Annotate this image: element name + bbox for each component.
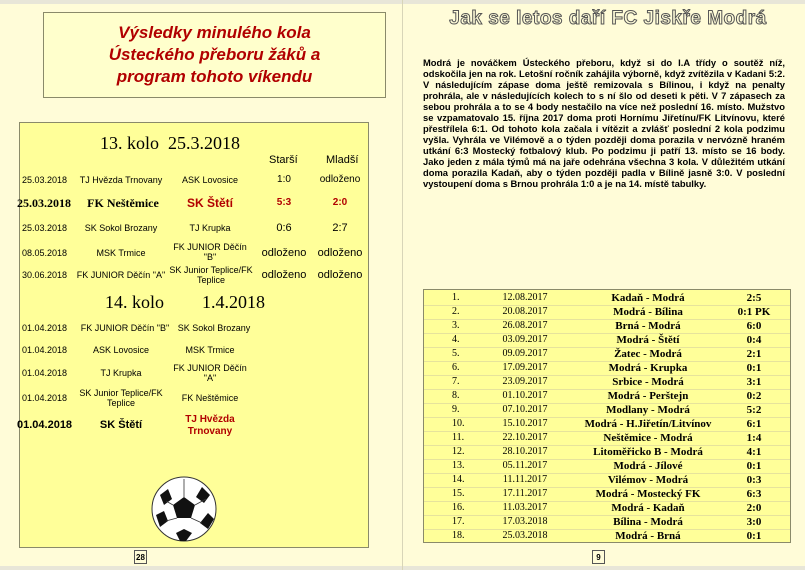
r13-row4-date: 30.06.2018: [22, 270, 68, 280]
result-match: Kadaň - Modrá: [611, 292, 685, 304]
article-text: Modrá je nováčkem Ústeckého přeboru, když si do I.A třídy o soutěž níž, odskočila jen na rok. Letošní ročník zahájila výborně, když zvítězila v Kadani 5:2. V následujícím zápase doma ještě remizovala s Bílinou, i když na penalty prohrála, ale v následujících kolech to s ní šlo od deseti k pěti. V 7 zápasech za sebou prohrála a to se 4 body nestačilo na více než poslední 16. místo. Mužstvo se vzpamatovalo 15. října 2017 doma proti Hornímu Jiřetínu/FK Litvínovu, které přestřílela 6:1. Od tohoto kola začala i vítězit a zvlášť poslední 2 kola podzimu vyšla. Vyhrála ve Vilémově a o týden později doma porazila v nervózně hraném utkání 6:3 Mostecký fotbalový klub. Po podzimu ji patří 13. místo se 16 body. Jako jeden z mála týmů má na jaře odehrána všechna 3 kola. V důležitém utkání doma porazila Kadaň, aby o týden později padla v Bílině jasně 3:0. V poslední vystoupení doma s Brnou prohrála 1:0 a je na 14. místě tabulky.: [423, 57, 785, 189]
result-no: 5.: [452, 348, 460, 359]
result-match: Modrá - Mostecký FK: [595, 488, 701, 500]
r13-row1-home: FK Neštěmice: [87, 196, 159, 210]
col-head-mladsi: Mladší: [326, 154, 359, 166]
r13-row2-home: SK Sokol Brozany: [84, 223, 158, 233]
r14-row1-home: ASK Lovosice: [92, 345, 150, 355]
r13-row2-mladsi: 2:7: [332, 222, 348, 234]
r13-row3-starsi: odloženo: [261, 247, 307, 259]
result-no: 2.: [452, 306, 460, 317]
result-no: 11.: [452, 432, 465, 443]
result-no: 18.: [452, 530, 465, 541]
result-match: Modrá - Perštejn: [607, 390, 689, 402]
result-date: 03.09.2017: [502, 334, 548, 345]
result-date: 12.08.2017: [502, 292, 548, 303]
result-date: 11.03.2017: [502, 502, 548, 513]
result-score: 0:4: [746, 334, 762, 346]
soccer-ball-icon: [150, 475, 218, 543]
result-match: Vilémov - Modrá: [607, 474, 689, 486]
result-no: 4.: [452, 334, 460, 345]
result-no: 8.: [452, 390, 460, 401]
result-match: Brná - Modrá: [615, 320, 681, 332]
result-date: 26.08.2017: [502, 320, 548, 331]
result-no: 16.: [452, 502, 465, 513]
r13-row1-date: 25.03.2018: [17, 196, 71, 210]
r14-row0-home: FK JUNIOR Děčín "B": [80, 323, 170, 333]
result-date: 05.11.2017: [502, 460, 548, 471]
results-row: [424, 445, 790, 459]
r14-row4-date: 01.04.2018: [17, 419, 73, 431]
r14-row1-date: 01.04.2018: [22, 345, 68, 355]
result-score: 0:1: [746, 362, 762, 374]
result-no: 12.: [452, 446, 465, 457]
result-match: Modrá - Krupka: [608, 362, 688, 374]
result-date: 17.03.2018: [502, 516, 548, 527]
result-score: 2:1: [746, 348, 762, 360]
results-row: [424, 291, 790, 305]
result-score: 6:3: [746, 488, 762, 500]
right-title: Jak se letos daří FC Jiskře Modrá: [449, 8, 767, 29]
result-score: 3:0: [746, 516, 762, 528]
r13-row0-starsi: 1:0: [277, 174, 291, 185]
result-date: 25.03.2018: [502, 530, 548, 541]
r14-row1-away: MSK Trmice: [185, 345, 235, 355]
r13-row3-away: FK JUNIOR Děčín "B": [173, 242, 247, 262]
result-score: 0:1: [746, 460, 762, 472]
results-row: [424, 473, 790, 487]
results-row: [424, 361, 790, 375]
result-no: 13.: [452, 460, 465, 471]
r14-row3-away: FK Neštěmice: [181, 393, 239, 403]
r14-row2-home: TJ Krupka: [100, 368, 142, 378]
r13-row2-date: 25.03.2018: [22, 223, 68, 233]
results-row: [424, 501, 790, 515]
result-match: Srbice - Modrá: [612, 376, 684, 388]
result-no: 17.: [452, 516, 465, 527]
round14-heading-date: 1.4.2018: [202, 292, 265, 312]
r13-row0-home: TJ Hvězda Trnovany: [79, 175, 163, 185]
result-match: Modrá - Štětí: [616, 334, 680, 346]
result-date: 17.09.2017: [502, 362, 548, 373]
r13-row1-away: SK Štětí: [186, 196, 233, 210]
r13-row4-starsi: odloženo: [261, 269, 307, 281]
results-row: [424, 459, 790, 473]
result-match: Modrá - H.Jiřetín/Litvínov: [584, 418, 712, 430]
result-no: 6.: [452, 362, 460, 373]
results-row: [424, 403, 790, 417]
r13-row4-home: FK JUNIOR Děčín "A": [76, 270, 166, 280]
result-date: 23.09.2017: [502, 376, 548, 387]
result-match: Modlany - Modrá: [606, 404, 690, 416]
result-no: 7.: [452, 376, 460, 387]
result-match: Modrá - Bílina: [613, 306, 683, 318]
r14-row3-home: SK Junior Teplice/FK Teplice: [79, 388, 163, 408]
results-row: [424, 319, 790, 333]
result-score: 1:4: [746, 432, 762, 444]
left-page-number: 28: [134, 550, 147, 564]
page-divider: [402, 0, 403, 570]
round14-heading-kolo: 14. kolo: [105, 292, 165, 312]
results-row: [424, 305, 790, 319]
result-no: 1.: [452, 292, 460, 303]
r14-row2-away: FK JUNIOR Děčín "A": [173, 363, 247, 383]
result-no: 10.: [452, 418, 465, 429]
r13-row0-mladsi: odloženo: [319, 174, 361, 185]
result-date: 11.11.2017: [502, 474, 548, 485]
round13-heading: 13. kolo 25.3.2018: [100, 133, 241, 153]
result-score: 0:3: [746, 474, 762, 486]
result-score: 2:5: [746, 292, 762, 304]
r13-row0-date: 25.03.2018: [22, 175, 68, 185]
results-row: [424, 389, 790, 403]
result-score: 0:2: [746, 390, 762, 402]
r14-row4-home: SK Štětí: [99, 419, 143, 431]
result-score: 5:2: [746, 404, 762, 416]
results-row: [424, 515, 790, 529]
r13-row0-away: ASK Lovosice: [181, 175, 239, 185]
r14-row2-date: 01.04.2018: [22, 368, 68, 378]
result-match: Bílina - Modrá: [613, 516, 683, 528]
result-date: 22.10.2017: [502, 432, 548, 443]
result-date: 17.11.2017: [502, 488, 548, 499]
r14-row3-date: 01.04.2018: [22, 393, 68, 403]
results-row: [424, 431, 790, 445]
result-no: 3.: [452, 320, 460, 331]
result-score: 6:1: [746, 418, 762, 430]
r13-row3-date: 08.05.2018: [22, 248, 68, 258]
results-row: [424, 529, 790, 543]
result-match: Modrá - Brná: [615, 530, 681, 542]
result-match: Neštěmice - Modrá: [603, 432, 693, 444]
right-page-number: 9: [592, 550, 605, 564]
result-score: 6:0: [746, 320, 762, 332]
results-row: [424, 333, 790, 347]
result-match: Modrá - Kadaň: [611, 502, 685, 514]
results-row: [424, 347, 790, 361]
r13-row3-mladsi: odloženo: [317, 247, 363, 259]
results-table: [423, 289, 791, 543]
result-date: 20.08.2017: [502, 306, 548, 317]
r14-row4-away: TJ Hvězda Trnovany: [185, 414, 235, 437]
r14-row0-date: 01.04.2018: [22, 323, 68, 333]
r13-row2-starsi: 0:6: [276, 222, 292, 234]
r13-row2-away: TJ Krupka: [189, 223, 231, 233]
result-date: 01.10.2017: [502, 390, 548, 401]
r14-row0-away: SK Sokol Brozany: [177, 323, 251, 333]
r13-row3-home: MSK Trmice: [96, 248, 146, 258]
r13-row4-away: SK Junior Teplice/FK Teplice: [169, 265, 253, 285]
result-no: 15.: [452, 488, 465, 499]
result-no: 9.: [452, 404, 460, 415]
result-score: 3:1: [746, 376, 762, 388]
r13-row4-mladsi: odloženo: [317, 269, 363, 281]
results-row: [424, 375, 790, 389]
result-match: Žatec - Modrá: [614, 348, 682, 360]
result-date: 28.10.2017: [502, 446, 548, 457]
left-title-box: [43, 12, 386, 98]
result-score: 2:0: [746, 502, 762, 514]
result-score: 0:1: [746, 530, 762, 542]
result-date: 15.10.2017: [502, 418, 548, 429]
r13-row1-mladsi: 2:0: [332, 197, 348, 208]
result-match: Litoměřicko B - Modrá: [593, 446, 703, 458]
result-match: Modrá - Jílové: [613, 460, 683, 472]
results-row: [424, 417, 790, 431]
results-row: [424, 487, 790, 501]
result-score: 4:1: [746, 446, 762, 458]
col-head-starsi: Starší: [269, 154, 298, 166]
result-date: 07.10.2017: [502, 404, 548, 415]
r13-row1-starsi: 5:3: [276, 197, 292, 208]
result-no: 14.: [452, 474, 465, 485]
left-title: Výsledky minulého kola Ústeckého přeboru žáků a program tohoto víkendu: [108, 23, 321, 86]
result-score: 0:1 PK: [737, 306, 771, 318]
result-date: 09.09.2017: [502, 348, 548, 359]
